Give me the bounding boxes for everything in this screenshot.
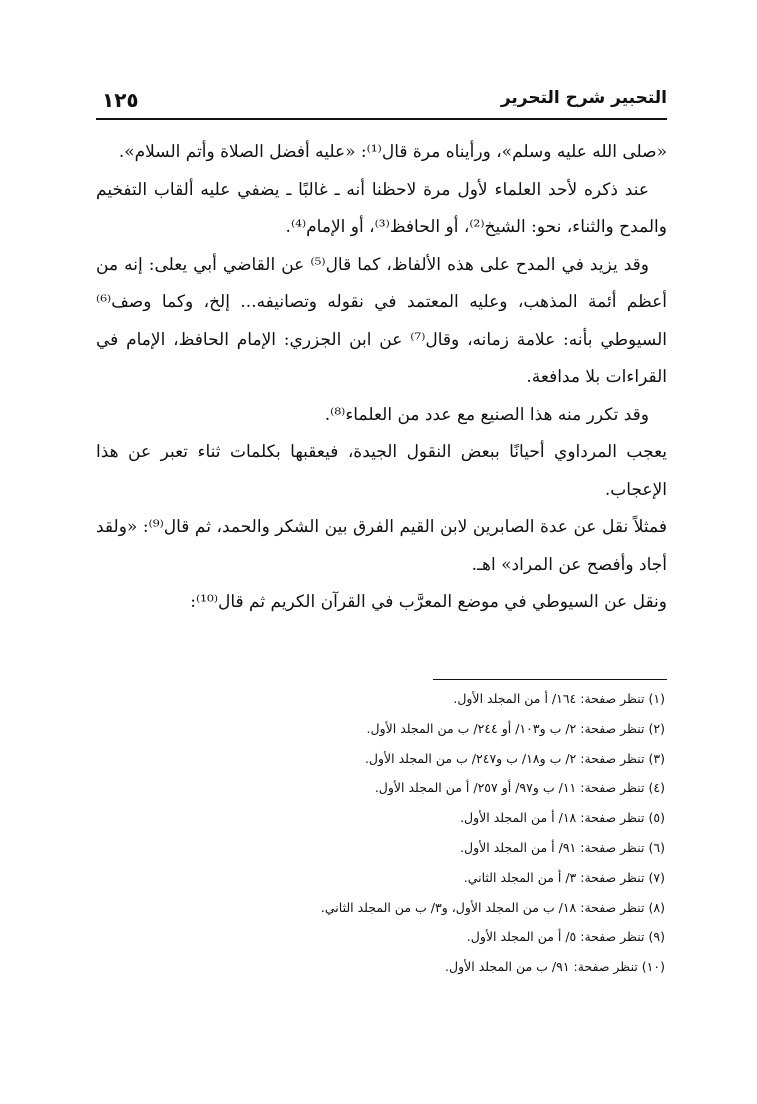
footnote-item: (١) تنظر صفحة: ١٦٤/ أ من المجلد الأول. bbox=[453, 691, 665, 706]
footnote-item: (٧) تنظر صفحة: ٣/ أ من المجلد الثاني. bbox=[463, 869, 665, 885]
footnote-separator bbox=[433, 679, 667, 680]
running-title: التحبير شرح التحرير bbox=[500, 88, 667, 108]
footnote-item: (٣) تنظر صفحة: ٢/ ب و١٨/ ب و٢٤٧/ ب من المجلد الأول. bbox=[364, 750, 665, 766]
paragraph-6: فمثلاً نقل عن عدة الصابرين لابن القيم الفرق بين الشكر والحمد، ثم قال⁽⁹⁾: «ولقد أجاد وأفصح عن المراد» اهـ. bbox=[96, 517, 667, 575]
footnote-item: (٨) تنظر صفحة: ١٨/ ب من المجلد الأول، و٣/ ب من المجلد الثاني. bbox=[320, 899, 665, 915]
paragraph-5: يعجب المرداوي أحيانًا ببعض النقول الجيدة، فيعقبها بكلمات ثناء تعبر عن هذا الإعجاب. bbox=[96, 442, 667, 500]
paragraph-3: وقد يزيد في المدح على هذه الألفاظ، كما قال⁽⁵⁾ عن القاضي أبي يعلى: إنه من أعظم أئمة المذهب، وعليه المعتمد في نقوله وتصانيفه... إلخ، وكما وصف⁽⁶⁾ السيوطي بأنه: علامة زمانه، وقال⁽⁷⁾ عن ابن الجزري: الإمام الحافظ، الإمام في القراءات بلا مدافعة. bbox=[96, 254, 667, 387]
footnote-item: (١٠) تنظر صفحة: ٩١/ ب من المجلد الأول. bbox=[445, 959, 665, 975]
page-number: ١٢٥ bbox=[102, 88, 139, 112]
page-header bbox=[96, 88, 667, 116]
footnote-item: (٤) تنظر صفحة: ١١/ ب و٩٧/ أو ٢٥٧/ أ من المجلد الأول. bbox=[374, 780, 665, 796]
header-rule bbox=[96, 118, 667, 120]
footnotes bbox=[96, 684, 667, 982]
footnote-item: (٥) تنظر صفحة: ١٨/ أ من المجلد الأول. bbox=[460, 810, 665, 826]
footnote-item: (٦) تنظر صفحة: ٩١/ أ من المجلد الأول. bbox=[460, 839, 665, 855]
paragraph-1: «صلى الله عليه وسلم»، ورأيناه مرة قال⁽¹⁾: «عليه أفضل الصلاة وأتم السلام». bbox=[118, 142, 667, 162]
main-text bbox=[96, 134, 667, 622]
paragraph-7: ونقل عن السيوطي في موضع المعرَّب في القرآن الكريم ثم قال⁽¹⁰⁾: bbox=[190, 592, 667, 612]
footnote-item: (٩) تنظر صفحة: ٥/ أ من المجلد الأول. bbox=[466, 929, 665, 945]
footnote-item: (٢) تنظر صفحة: ٢/ ب و١٠٣/ أو ٢٤٤/ ب من المجلد الأول. bbox=[366, 720, 665, 736]
paragraph-4: وقد تكرر منه هذا الصنيع مع عدد من العلماء⁽⁸⁾. bbox=[324, 404, 649, 425]
paragraph-2: عند ذكره لأحد العلماء لأول مرة لاحظنا أنه ـ غالبًا ـ يضفي عليه ألقاب التفخيم والمدح والثناء، نحو: الشيخ⁽²⁾، أو الحافظ⁽³⁾، أو الإمام⁽⁴⁾. bbox=[96, 179, 667, 237]
